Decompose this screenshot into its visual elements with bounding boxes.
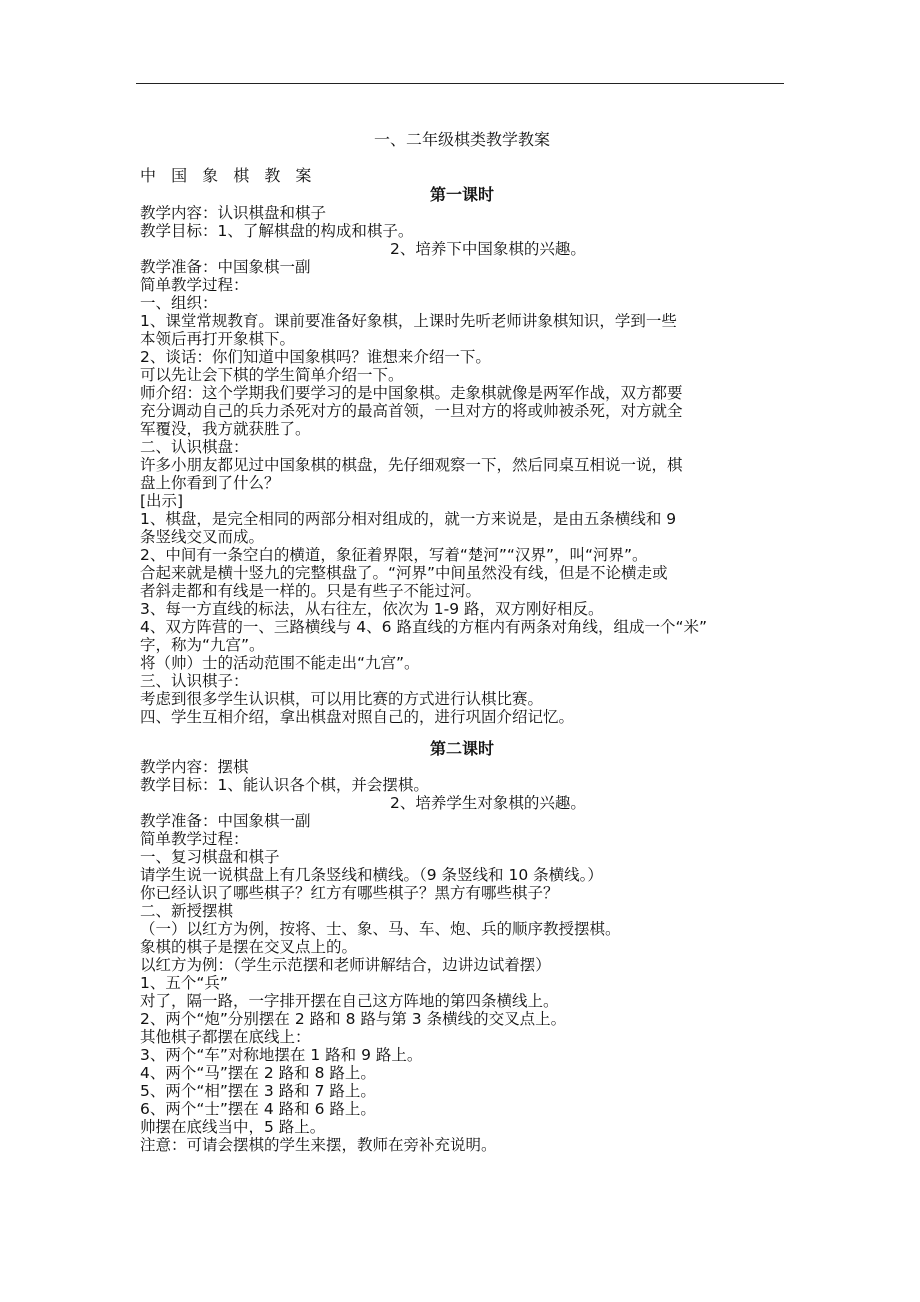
text-line: 本领后再打开象棋下。: [140, 330, 296, 348]
text-line: 4、两个“马”摆在 2 路和 8 路上。: [140, 1064, 376, 1082]
text-line: 3、每一方直线的标法，从右往左，依次为 1-9 路，双方刚好相反。: [140, 600, 604, 618]
text-line: 三、认识棋子：: [140, 672, 249, 690]
text-line: 4、双方阵营的一、三路横线与 4、6 路直线的方框内有两条对角线，组成一个“米”: [140, 618, 708, 636]
text-line: 2、谈话：你们知道中国象棋吗？谁想来介绍一下。: [140, 348, 491, 366]
text-line: 师介绍：这个学期我们要学习的是中国象棋。走象棋就像是两军作战，双方都要: [140, 384, 683, 402]
text-line: 合起来就是横十竖九的完整棋盘了。“河界”中间虽然没有线，但是不论横走或: [140, 564, 668, 582]
text-line: [出示]: [140, 492, 184, 510]
text-line: 1、棋盘，是完全相同的两部分相对组成的，就一方来说是，是由五条横线和 9: [140, 510, 677, 528]
text-line: 可以先让会下棋的学生简单介绍一下。: [140, 366, 404, 384]
text-line: 许多小朋友都见过中国象棋的棋盘，先仔细观察一下，然后同桌互相说一说，棋: [140, 456, 683, 474]
document-body: [140, 130, 784, 1154]
text-line: 盘上你看到了什么？: [140, 474, 280, 492]
text-line: 教学准备：中国象棋一副: [140, 258, 311, 276]
text-line: 对了，隔一路，一字排开摆在自己这方阵地的第四条横线上。: [140, 992, 559, 1010]
text-line: 二、认识棋盘：: [140, 438, 249, 456]
text-line: 3、两个“车”对称地摆在 1 路和 9 路上。: [140, 1046, 423, 1064]
text-line: 帅摆在底线当中，5 路上。: [140, 1118, 326, 1136]
text-line: 教学准备：中国象棋一副: [140, 812, 311, 830]
text-line: 简单教学过程：: [140, 830, 249, 848]
text-line: 简单教学过程：: [140, 276, 249, 294]
lesson-1-heading: 第一课时: [429, 185, 494, 204]
text-line: 你已经认识了哪些棋子？红方有哪些棋子？黑方有哪些棋子？: [140, 884, 559, 902]
text-line: 教学目标：1、了解棋盘的构成和棋子。: [140, 222, 414, 240]
text-line: 2、培养学生对象棋的兴趣。: [390, 794, 586, 812]
text-line: 2、中间有一条空白的横道，象征着界限，写着“楚河”“汉界”，叫“河界”。: [140, 546, 648, 564]
text-line: 一、复习棋盘和棋子: [140, 848, 280, 866]
text-line: 6、两个“士”摆在 4 路和 6 路上。: [140, 1100, 376, 1118]
text-line: 1、课堂常规教育。课前要准备好象棋，上课时先听老师讲象棋知识，学到一些: [140, 312, 677, 330]
text-line: 2、两个“炮”分别摆在 2 路和 8 路与第 3 条横线的交叉点上。: [140, 1010, 567, 1028]
lesson-1-content: [140, 204, 784, 726]
text-line: 条竖线交叉而成。: [140, 528, 265, 546]
text-line: 者斜走都和有线是一样的。只是有些子不能过河。: [140, 582, 482, 600]
text-line: 四、学生互相介绍，拿出棋盘对照自己的，进行巩固介绍记忆。: [140, 708, 575, 726]
text-line: 军覆没，我方就获胜了。: [140, 420, 311, 438]
text-line: 注意：可请会摆棋的学生来摆，教师在旁补充说明。: [140, 1136, 497, 1154]
text-line: 2、培养下中国象棋的兴趣。: [390, 240, 586, 258]
text-line: （一）以红方为例，按将、士、象、马、车、炮、兵的顺序教授摆棋。: [140, 920, 621, 938]
text-line: 教学内容：认识棋盘和棋子: [140, 204, 327, 222]
text-line: 教学目标：1、能认识各个棋，并会摆棋。: [140, 776, 429, 794]
text-line: 一、组织：: [140, 294, 218, 312]
text-line: 1、五个“兵”: [140, 974, 228, 992]
plan-title: 中 国 象 棋 教 案: [140, 166, 317, 185]
text-line: 将（帅）士的活动范围不能走出“九宫”。: [140, 654, 420, 672]
text-line: 充分调动自己的兵力杀死对方的最高首领，一旦对方的将或帅被杀死，对方就全: [140, 402, 683, 420]
header-rule: [136, 83, 784, 84]
text-line: 考虑到很多学生认识棋，可以用比赛的方式进行认棋比赛。: [140, 690, 544, 708]
text-line: 二、新授摆棋: [140, 902, 234, 920]
lesson-2-content: [140, 758, 784, 1154]
text-line: 5、两个“相”摆在 3 路和 7 路上。: [140, 1082, 376, 1100]
text-line: 以红方为例：（学生示范摆和老师讲解结合，边讲边试着摆）: [140, 956, 551, 974]
text-line: 象棋的棋子是摆在交叉点上的。: [140, 938, 358, 956]
text-line: 请学生说一说棋盘上有几条竖线和横线。（9 条竖线和 10 条横线。）: [140, 866, 603, 884]
text-line: 教学内容：摆棋: [140, 758, 249, 776]
lesson-2-heading: 第二课时: [429, 739, 494, 758]
document-title: 一、二年级棋类教学教案: [373, 130, 550, 149]
text-line: 字，称为“九宫”。: [140, 636, 265, 654]
text-line: 其他棋子都摆在底线上：: [140, 1028, 311, 1046]
